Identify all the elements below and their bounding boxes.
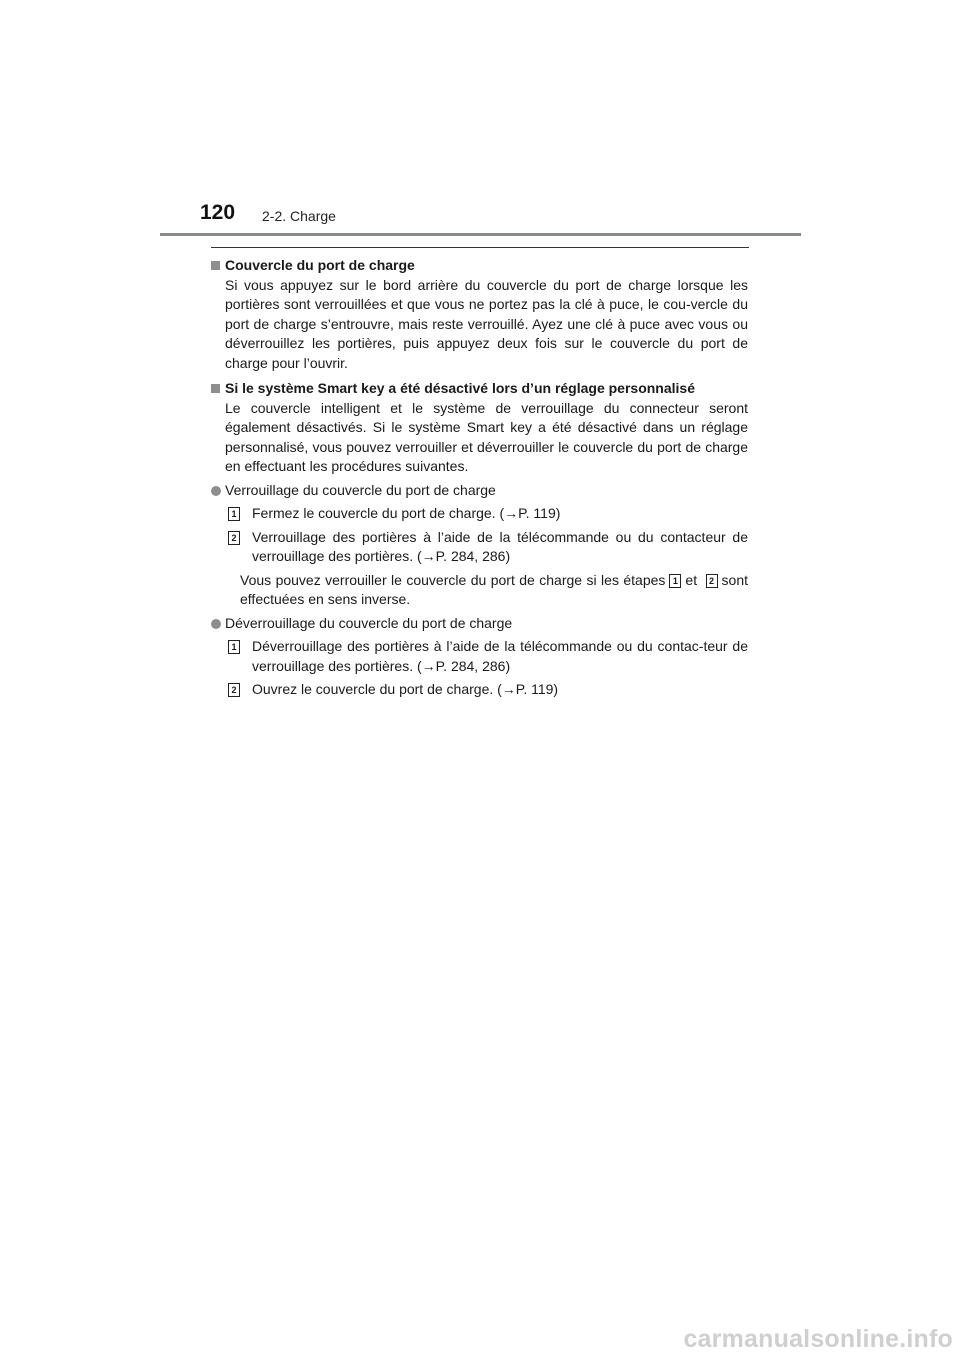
step-number-icon: 2 [706,574,718,588]
step-text: Ouvrez le couvercle du port de charge. (→P. 119) [252,681,559,697]
page-number: 120 [200,201,236,224]
subsection-unlock-title [210,614,748,634]
page-content [210,256,748,700]
heading-text: Si le système Smart key a été désactivé lors d’un réglage personnalisé [225,380,695,396]
subsection-title-text: Déverrouillage du couvercle du port de charge [225,614,513,631]
note-text-mid: et [685,571,698,588]
unlock-step-1 [210,637,748,676]
circle-bullet-icon [211,619,221,629]
step-text: Déverrouillage des portières à l’aide de la télécommande ou du contac-teur de verrouillage des portières. (→P. 284, 286) [252,638,748,674]
circle-bullet-icon [211,486,221,496]
lock-step-1 [210,504,748,524]
section-heading-charge-port-cover [210,256,748,276]
heading-text: Couvercle du port de charge [225,257,415,273]
step-number-icon: 2 [228,531,240,545]
square-bullet-icon [211,261,220,270]
square-bullet-icon [211,384,220,393]
paragraph-smart-key-disabled: Le couvercle intelligent et le système de verrouillage du connecteur seront également désactivés. Si le système Smart key a été désactivé dans un réglage personnalisé, vous pouvez verrouiller et déverrouiller le couvercle du port de charge en effectuant les procédures suivantes. [225,399,748,474]
content-divider [211,247,749,248]
section-heading-smart-key-disabled [210,379,748,399]
lock-note [240,571,748,610]
note-text-before: Vous pouvez verrouiller le couvercle du port de charge si les étapes [240,571,666,588]
step-text: Fermez le couvercle du port de charge. (→P. 119) [252,505,561,521]
lock-step-2 [210,528,748,567]
step-text: Verrouillage des portières à l’aide de la télécommande ou du contacteur de verrouillage des portières. (→P. 284, 286) [252,528,748,564]
subsection-title-text: Verrouillage du couvercle du port de charge [225,481,496,498]
step-number-icon: 2 [228,683,240,697]
section-title: 2-2. Charge [262,208,336,224]
watermark: carmanualsonline.info [683,1325,953,1353]
paragraph-charge-port-cover: Si vous appuyez sur le bord arrière du couvercle du port de charge lorsque les portières sont verrouillées et que vous ne portez pas la clé à puce, le cou-vercle du port de charge s’entrouvre, mais reste verrouillé. Ayez une clé à puce avec vous ou déverrouillez les portières, puis appuyez deux fois sur le couvercle du port de charge pour l’ouvrir. [225,276,748,371]
step-number-icon: 1 [228,507,240,521]
unlock-step-2 [210,680,748,700]
step-number-icon: 1 [669,574,681,588]
note-text-after: sont effectuées en sens inverse. [240,571,748,607]
subsection-lock-title [210,481,748,501]
header-divider [160,233,801,236]
step-number-icon: 1 [228,640,240,654]
